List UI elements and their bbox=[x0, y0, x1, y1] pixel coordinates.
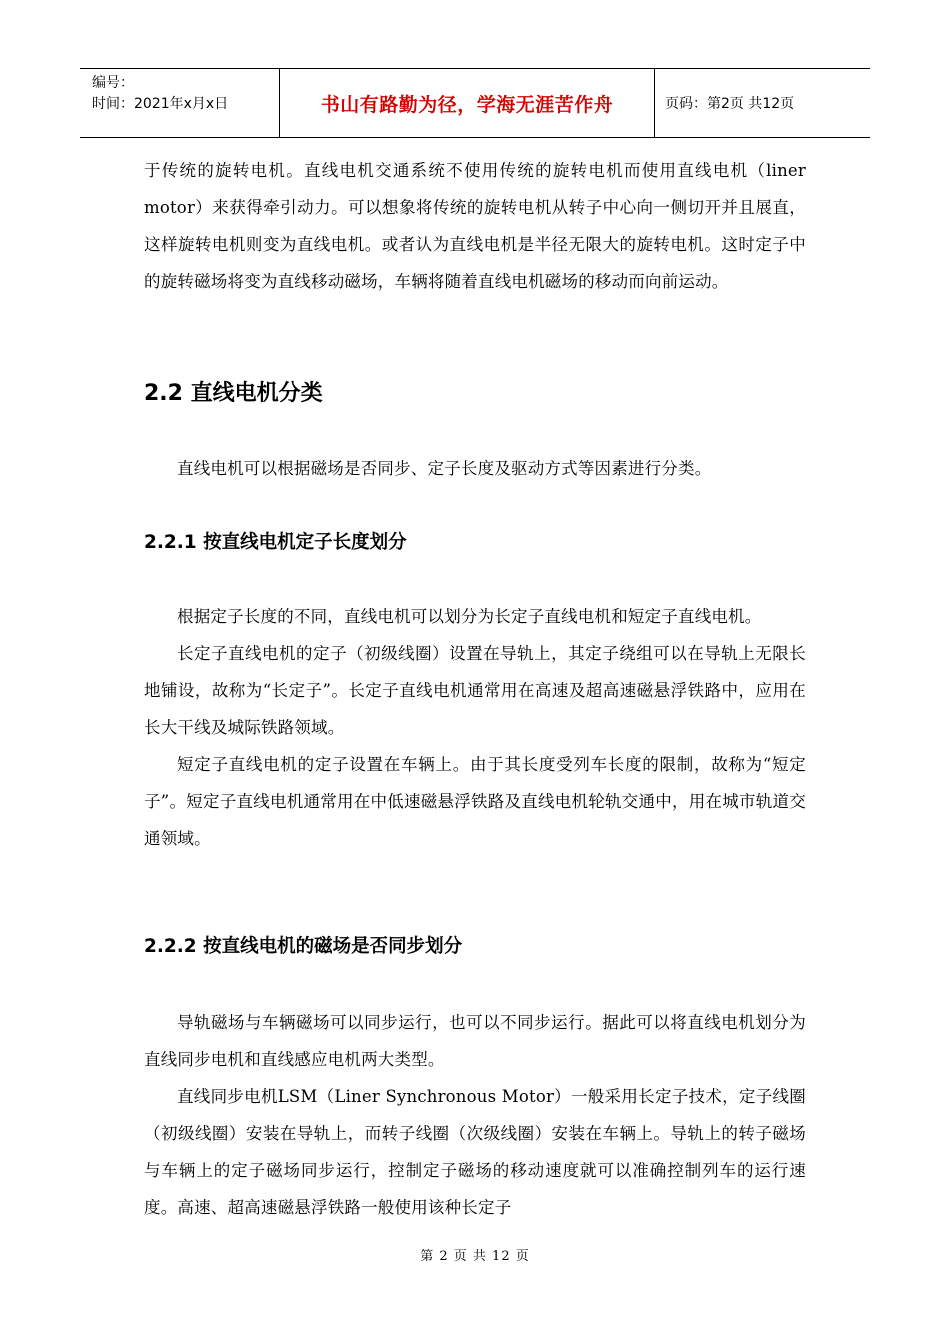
header-number-label: 编号： bbox=[92, 75, 134, 91]
section-2-2-2-paragraph-2: 直线同步电机LSM（Liner Synchronous Motor）一般采用长定子技术，定子线圈（初级线圈）安装在导轨上，而转子线圈（次级线圈）安装在车辆上。导轨上的转子磁场与车辆上的定子磁场同步运行，控制定子磁场的移动速度就可以准确控制列车的运行速度。高速、超高速磁悬浮铁路一般使用该种长定子 bbox=[144, 1087, 806, 1217]
intro-paragraph: 于传统的旋转电机。直线电机交通系统不使用传统的旋转电机而使用直线电机（liner motor）来获得牵引动力。可以想象将传统的旋转电机从转子中心向一侧切开并且展直，这样旋转电机则变为直线电机。或者认为直线电机是半径无限大的旋转电机。这时定子中的旋转磁场将变为直线移动磁场，车辆将随着直线电机磁场的移动而向前运动。 bbox=[144, 161, 806, 291]
page-footer: 第 2 页 共 12 页 bbox=[420, 1249, 530, 1264]
section-2-2-2-heading: 2.2.2 按直线电机的磁场是否同步划分 bbox=[144, 936, 463, 957]
section-2-2-body bbox=[144, 450, 806, 487]
section-2-2-2-body bbox=[144, 1004, 806, 1226]
section-2-2-1-paragraph-3: 短定子直线电机的定子设置在车辆上。由于其长度受列车长度的限制，故称为“短定子”。短定子直线电机通常用在中低速磁悬浮铁路及直线电机轮轨交通中，用在城市轨道交通领域。 bbox=[144, 755, 806, 848]
section-2-2-heading: 2.2 直线电机分类 bbox=[144, 381, 323, 406]
header-page-info: 页码：第2页 共12页 bbox=[665, 96, 795, 112]
header-motto: 书山有路勤为径，学海无涯苦作舟 bbox=[280, 69, 655, 137]
header-time-label: 时间：2021年x月x日 bbox=[92, 96, 229, 112]
section-2-2-1-heading: 2.2.1 按直线电机定子长度划分 bbox=[144, 532, 407, 553]
header-meta bbox=[80, 69, 280, 137]
section-2-2-1-paragraph-1: 根据定子长度的不同，直线电机可以划分为长定子直线电机和短定子直线电机。 bbox=[177, 607, 762, 626]
section-2-2-paragraph: 直线电机可以根据磁场是否同步、定子长度及驱动方式等因素进行分类。 bbox=[177, 459, 712, 478]
page-header bbox=[80, 68, 870, 138]
intro-block bbox=[144, 152, 806, 300]
section-2-2-1-body bbox=[144, 598, 806, 857]
section-2-2-2-paragraph-1: 导轨磁场与车辆磁场可以同步运行，也可以不同步运行。据此可以将直线电机划分为直线同步电机和直线感应电机两大类型。 bbox=[144, 1013, 806, 1069]
section-2-2-1-paragraph-2: 长定子直线电机的定子（初级线圈）设置在导轨上，其定子绕组可以在导轨上无限长地铺设，故称为“长定子”。长定子直线电机通常用在高速及超高速磁悬浮铁路中，应用在长大干线及城际铁路领域。 bbox=[144, 644, 806, 737]
